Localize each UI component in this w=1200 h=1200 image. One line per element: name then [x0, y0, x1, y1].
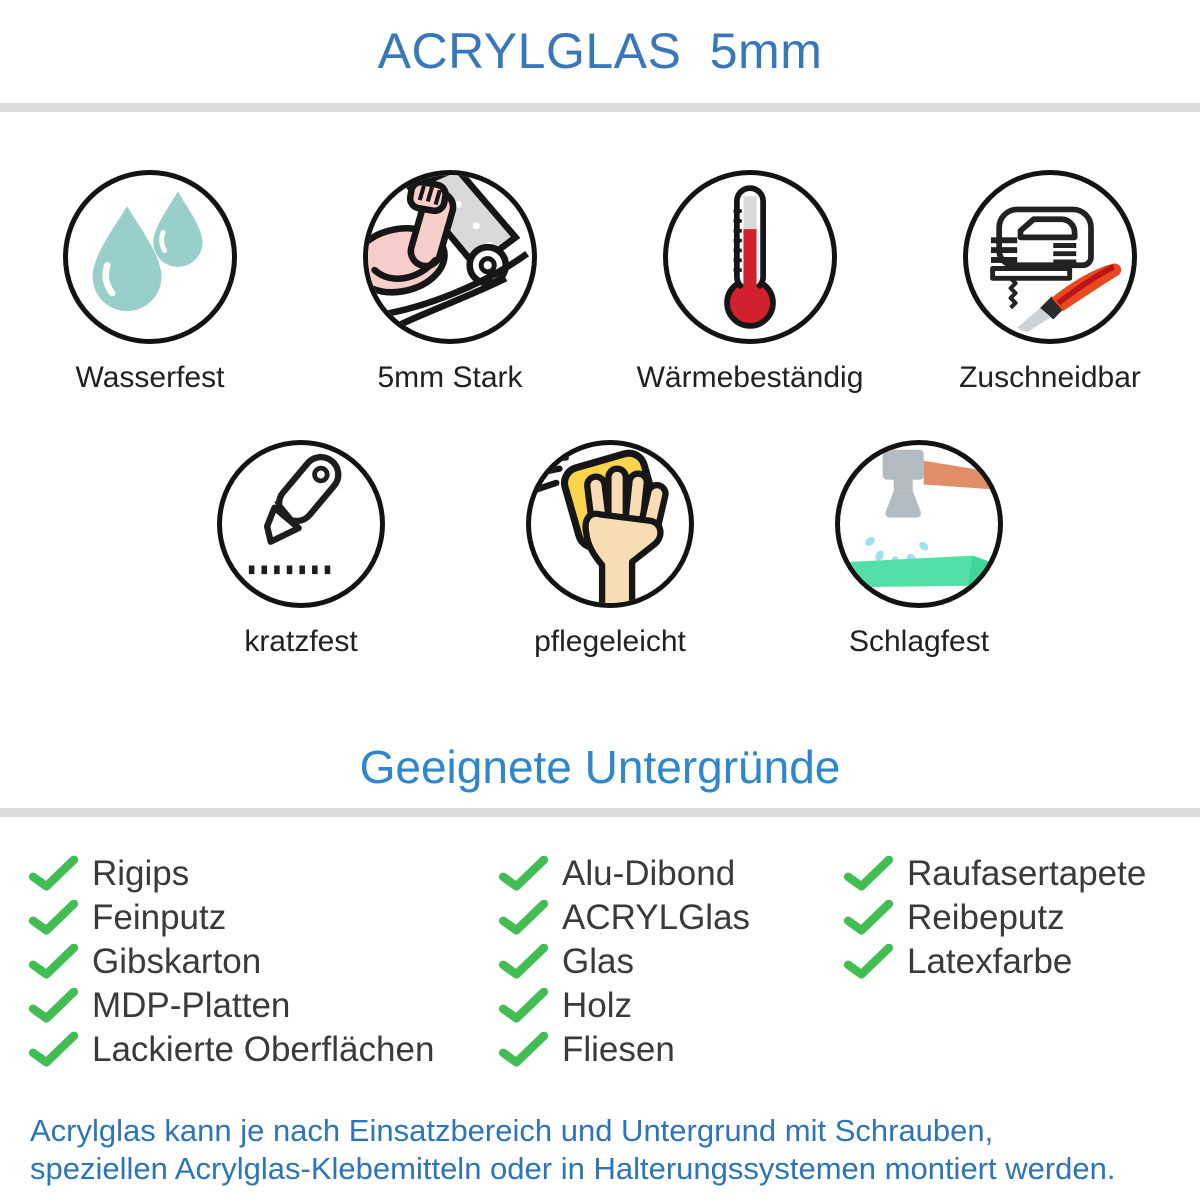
- surfaces-list: [0, 852, 1200, 1092]
- feature-label: kratzfest: [244, 625, 358, 658]
- feature-wasserfest: [0, 170, 300, 395]
- list-item: [28, 984, 434, 1028]
- icon-circle: [363, 170, 537, 344]
- icon-circle: [663, 170, 837, 344]
- water-drops-icon: [68, 175, 232, 339]
- jigsaw-icon: [968, 175, 1132, 339]
- list-item: [498, 852, 750, 896]
- list-item: [28, 940, 434, 984]
- surfaces-heading: Geeignete Untergründe: [359, 741, 841, 793]
- feature-kratzfest: [155, 440, 447, 659]
- feature-pflegeleicht: [464, 440, 756, 659]
- surface-label: Gibskarton: [92, 942, 262, 981]
- list-item: [498, 1028, 750, 1072]
- icon-circle: [217, 440, 385, 608]
- feature-label: Wärmebeständig: [636, 361, 864, 394]
- page-title: ACRYLGLAS 5mm: [377, 23, 823, 79]
- icon-circle: [963, 170, 1137, 344]
- feature-label: 5mm Stark: [377, 361, 523, 394]
- feature-waermebestaendig: [600, 170, 900, 395]
- list-item: [843, 940, 1146, 984]
- surface-label: Fliesen: [562, 1030, 675, 1069]
- check-icon: [843, 900, 895, 936]
- list-item: [28, 852, 434, 896]
- list-item: [28, 896, 434, 940]
- surface-label: Rigips: [92, 854, 190, 893]
- divider-top: [0, 103, 1200, 112]
- icon-circle: [63, 170, 237, 344]
- cleaning-cloth-hand-icon: [531, 445, 689, 603]
- surface-label: MDP-Platten: [92, 986, 291, 1025]
- surface-label: Reibeputz: [907, 898, 1065, 937]
- check-icon: [28, 944, 80, 980]
- list-item: [498, 940, 750, 984]
- feature-label: Schlagfest: [848, 625, 990, 658]
- feature-schlagfest: [773, 440, 1065, 659]
- list-item: [28, 1028, 434, 1072]
- thermometer-icon: [668, 175, 832, 339]
- check-icon: [498, 988, 550, 1024]
- hammer-icon: [840, 445, 998, 603]
- surface-label: Lackierte Oberflächen: [92, 1030, 435, 1069]
- check-icon: [498, 944, 550, 980]
- check-icon: [498, 1032, 550, 1068]
- feature-row-2: [155, 440, 1065, 659]
- check-icon: [28, 856, 80, 892]
- surface-label: Glas: [562, 942, 634, 981]
- surface-label: Alu-Dibond: [562, 854, 736, 893]
- feature-row-1: [0, 170, 1200, 395]
- check-icon: [28, 988, 80, 1024]
- feature-zuschneidbar: [900, 170, 1200, 395]
- surface-label: Feinputz: [92, 898, 227, 937]
- list-item: [843, 896, 1146, 940]
- surface-label: Latexfarbe: [907, 942, 1073, 981]
- muscle-arm-icon: [368, 175, 532, 339]
- utility-knife-icon: [222, 445, 380, 603]
- surfaces-column-1: [28, 852, 434, 1072]
- mounting-note-line-1: Acrylglas kann je nach Einsatzbereich und Untergrund mit Schrauben,: [30, 1113, 994, 1148]
- icon-circle: [526, 440, 694, 608]
- surfaces-column-3: [843, 852, 1146, 984]
- feature-label: pflegeleicht: [534, 625, 686, 658]
- list-item: [498, 984, 750, 1028]
- feature-label: Zuschneidbar: [959, 361, 1141, 394]
- check-icon: [843, 856, 895, 892]
- surfaces-column-2: [498, 852, 750, 1072]
- list-item: [843, 852, 1146, 896]
- surface-label: Holz: [562, 986, 633, 1025]
- list-item: [498, 896, 750, 940]
- icon-circle: [835, 440, 1003, 608]
- surface-label: ACRYLGlas: [562, 898, 751, 937]
- check-icon: [28, 900, 80, 936]
- check-icon: [498, 900, 550, 936]
- mounting-note: [30, 1112, 1180, 1188]
- feature-5mm-stark: [300, 170, 600, 395]
- feature-label: Wasserfest: [75, 361, 225, 394]
- divider-middle: [0, 808, 1200, 817]
- mounting-note-line-2: speziellen Acrylglas-Klebemitteln oder in Halterungssystemen montiert werden.: [30, 1151, 1116, 1186]
- check-icon: [843, 944, 895, 980]
- check-icon: [498, 856, 550, 892]
- surface-label: Raufasertapete: [907, 854, 1147, 893]
- check-icon: [28, 1032, 80, 1068]
